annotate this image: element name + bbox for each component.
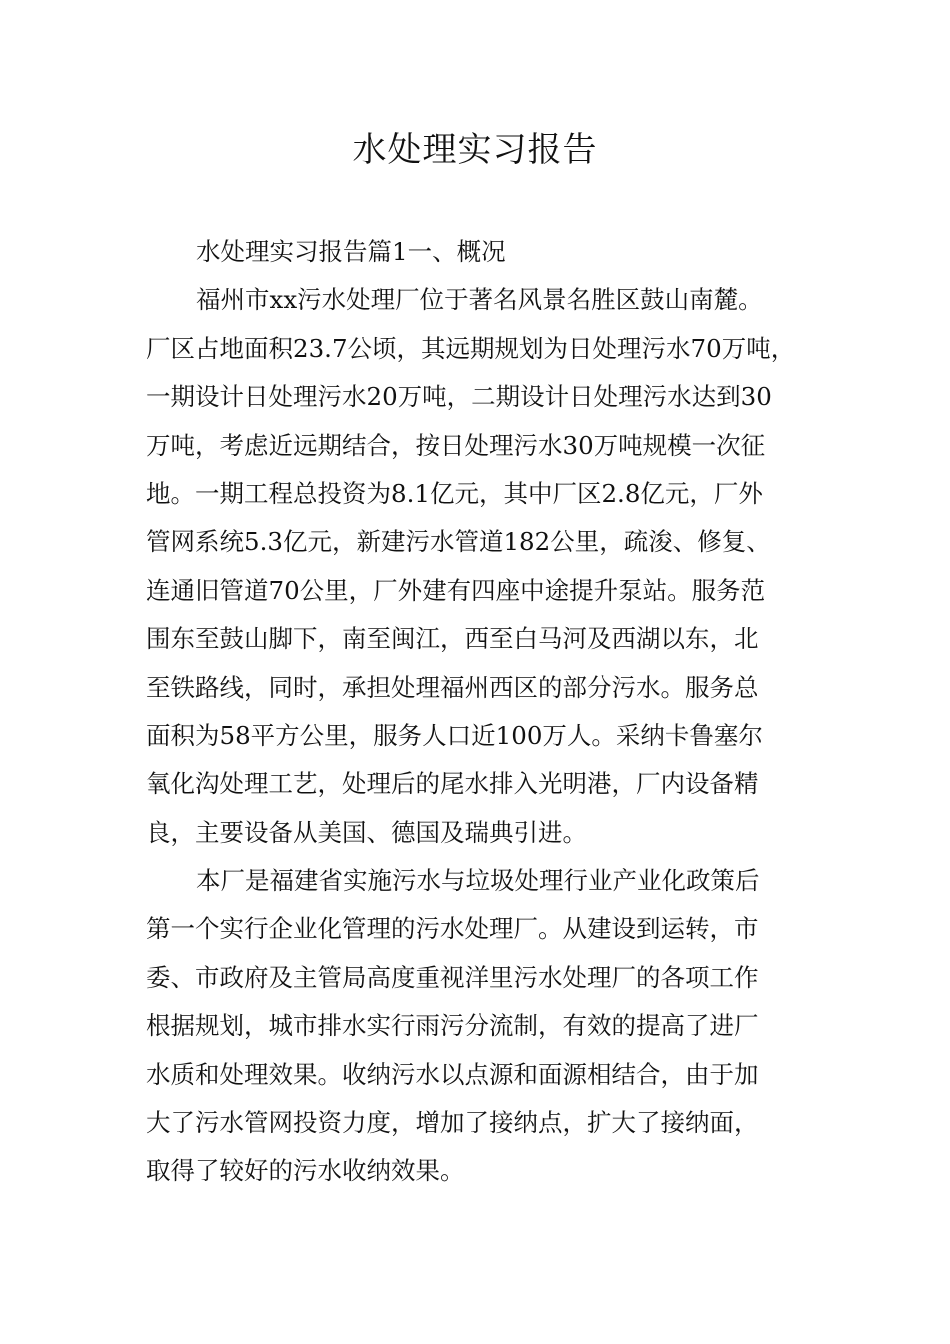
paragraph-line: 本厂是福建省实施污水与垃圾处理行业产业化政策后: [196, 866, 760, 896]
paragraph-line: 围东至鼓山脚下，南至闽江，西至白马河及西湖以东，北: [146, 624, 759, 654]
document-body: [146, 228, 816, 1196]
paragraph-line: 委、市政府及主管局高度重视洋里污水处理厂的各项工作: [146, 962, 759, 992]
paragraph-line: 第一个实行企业化管理的污水处理厂。从建设到运转，市: [146, 914, 759, 944]
paragraph-line: 地。一期工程总投资为8.1亿元，其中厂区2.8亿元，厂外: [146, 478, 763, 508]
paragraph-line: 一期设计日处理污水20万吨，二期设计日处理污水达到30: [146, 382, 772, 412]
paragraph-line: 厂区占地面积23.7公顷，其远期规划为日处理污水70万吨，: [146, 333, 796, 363]
page-title: 水处理实习报告: [352, 130, 598, 170]
paragraph-line: 管网系统5.3亿元，新建污水管道182公里，疏浚、修复、: [146, 527, 771, 557]
paragraph-line: 水质和处理效果。收纳污水以点源和面源相结合，由于加: [146, 1059, 759, 1089]
paragraph-line: 取得了较好的污水收纳效果。: [146, 1156, 465, 1186]
paragraph-line: 大了污水管网投资力度，增加了接纳点，扩大了接纳面，: [146, 1108, 759, 1138]
paragraph-line: 至铁路线，同时，承担处理福州西区的部分污水。服务总: [146, 672, 759, 702]
section-heading: 水处理实习报告篇1一、概况: [196, 237, 506, 266]
paragraph-line: 根据规划，城市排水实行雨污分流制，有效的提高了进厂: [146, 1011, 759, 1041]
paragraph-line: 福州市xx污水处理厂位于著名风景名胜区鼓山南麓。: [196, 285, 763, 315]
paragraph-line: 连通旧管道70公里，厂外建有四座中途提升泵站。服务范: [146, 575, 766, 605]
paragraph-line: 面积为58平方公里，服务人口近100万人。采纳卡鲁塞尔: [146, 720, 763, 750]
paragraph-line: 万吨，考虑近远期结合，按日处理污水30万吨规模一次征: [146, 430, 766, 460]
paragraph-line: 氧化沟处理工艺，处理后的尾水排入光明港，厂内设备精: [146, 769, 759, 799]
paragraph-line: 良，主要设备从美国、德国及瑞典引进。: [146, 817, 587, 847]
